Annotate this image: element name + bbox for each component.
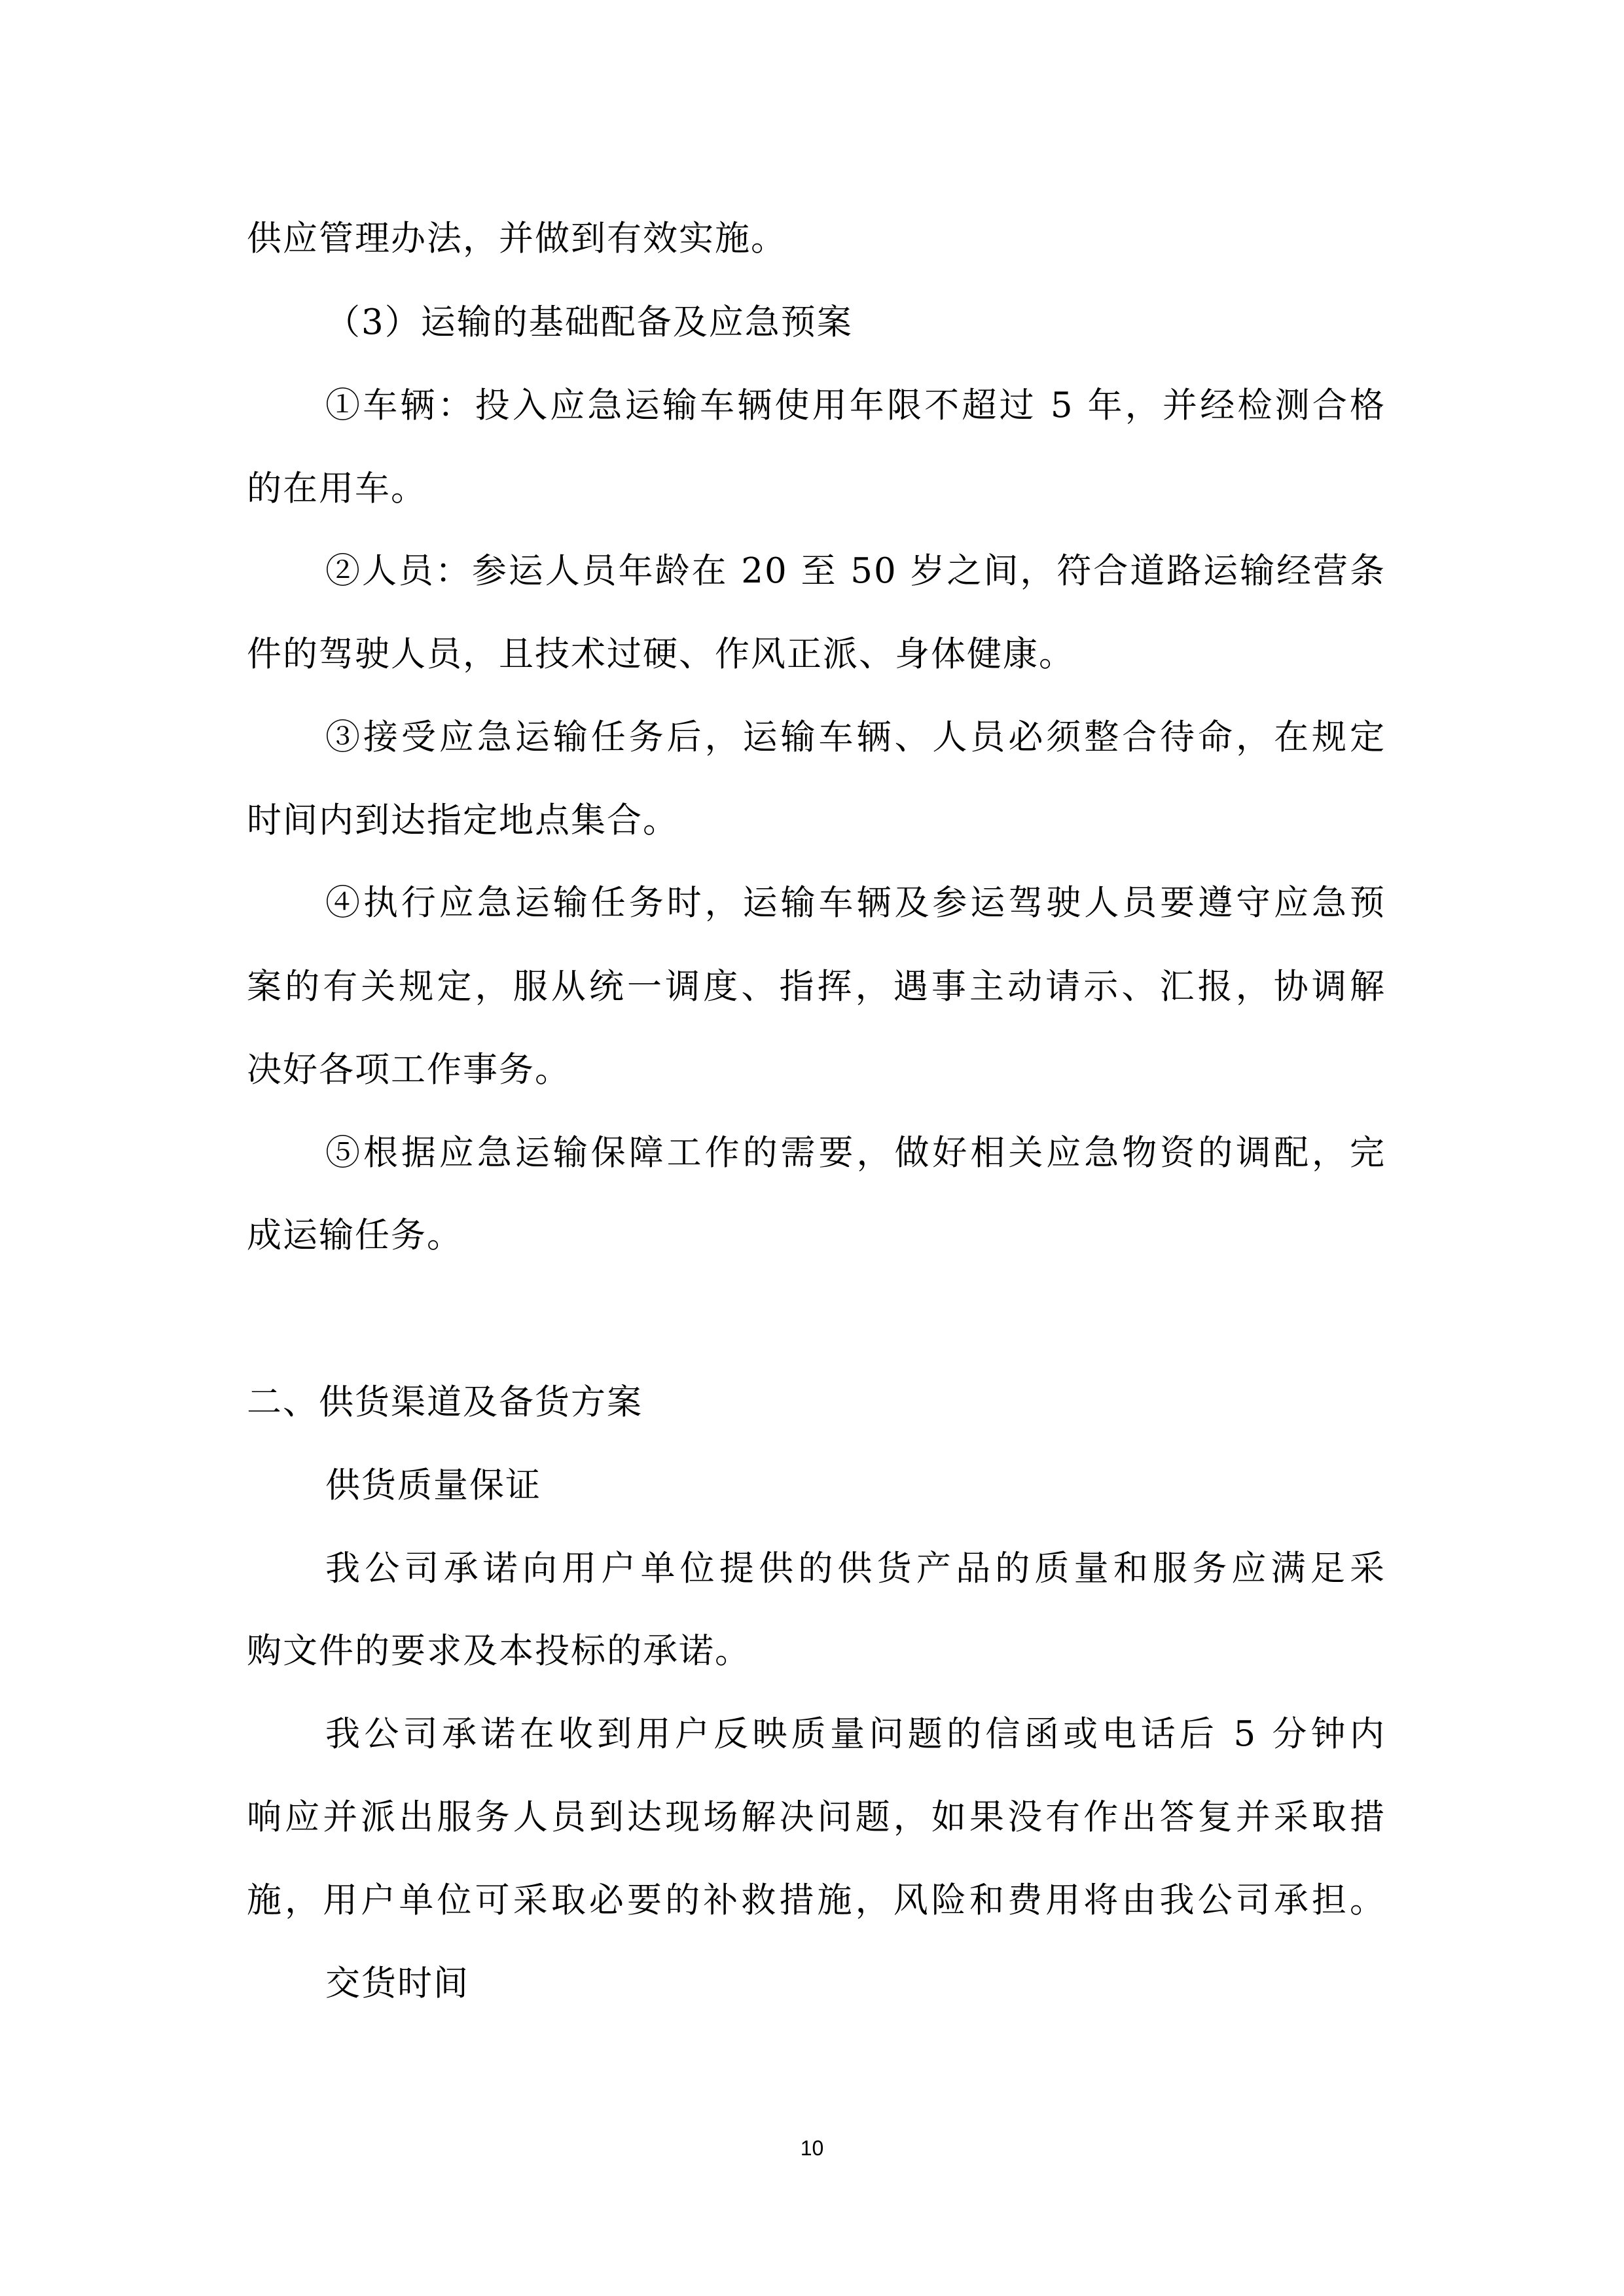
subsection-heading: 供货质量保证	[325, 1465, 541, 1505]
paragraph-line: 决好各项工作事务。	[247, 1050, 571, 1090]
paragraph-line: 的在用车。	[247, 469, 427, 509]
paragraph-line: 成运输任务。	[247, 1215, 463, 1255]
paragraph-line: 响应并派出服务人员到达现场解决问题，如果没有作出答复并采取措	[247, 1797, 1386, 1837]
paragraph-line: 我公司承诺在收到用户反映质量问题的信函或电话后 5 分钟内	[325, 1714, 1386, 1754]
paragraph-line: ①车辆：投入应急运输车辆使用年限不超过 5 年，并经检测合格	[325, 386, 1386, 425]
paragraph-line: ③接受应急运输任务后，运输车辆、人员必须整合待命，在规定	[325, 717, 1386, 757]
paragraph-line: 施，用户单位可采取必要的补救措施，风险和费用将由我公司承担。	[247, 1880, 1386, 1920]
page-number: 10	[800, 2136, 824, 2160]
paragraph-line: ⑤根据应急运输保障工作的需要，做好相关应急物资的调配，完	[325, 1133, 1386, 1173]
paragraph-line: 购文件的要求及本投标的承诺。	[247, 1631, 751, 1671]
paragraph-line: 供应管理办法，并做到有效实施。	[247, 219, 787, 259]
section-subheading: （3）运输的基础配备及应急预案	[325, 302, 853, 342]
section-heading: 二、供货渠道及备货方案	[247, 1382, 643, 1422]
paragraph-line: 件的驾驶人员，且技术过硬、作风正派、身体健康。	[247, 634, 1075, 674]
paragraph-line: ④执行应急运输任务时，运输车辆及参运驾驶人员要遵守应急预	[325, 883, 1386, 923]
paragraph-line: ②人员：参运人员年龄在 20 至 50 岁之间，符合道路运输经营条	[325, 551, 1386, 591]
paragraph-line: 我公司承诺向用户单位提供的供货产品的质量和服务应满足采	[325, 1549, 1386, 1588]
subsection-heading: 交货时间	[325, 1964, 469, 2003]
paragraph-line: 时间内到达指定地点集合。	[247, 800, 679, 840]
paragraph-line: 案的有关规定，服从统一调度、指挥，遇事主动请示、汇报，协调解	[247, 967, 1386, 1007]
